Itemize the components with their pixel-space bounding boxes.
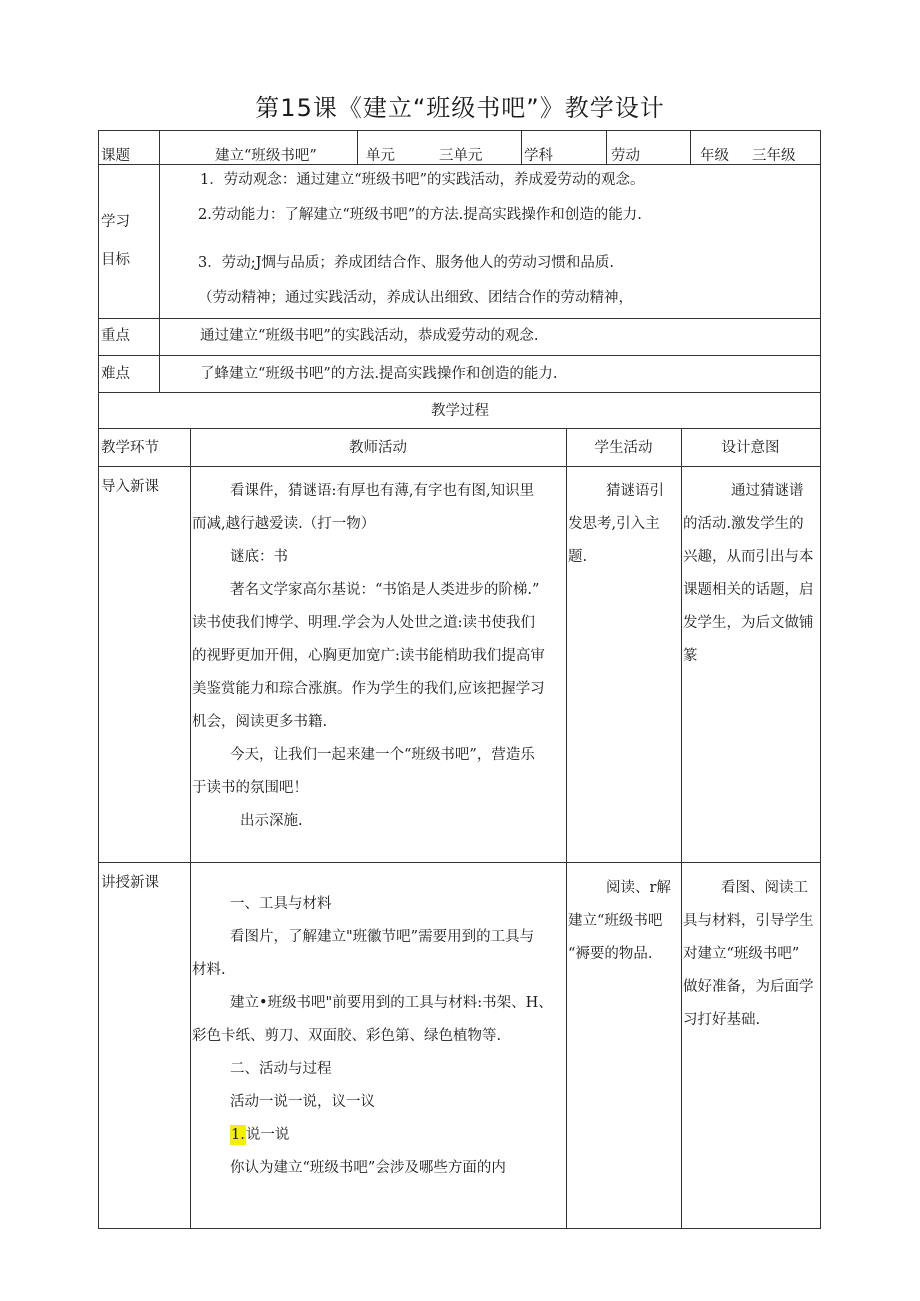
unit-label: 单元 xyxy=(366,148,395,164)
column-header: 教师活动 xyxy=(349,440,407,456)
text-line: 的活动.激发学生的 xyxy=(683,516,804,532)
text-line: “褥要的物品. xyxy=(568,946,653,962)
table-rule xyxy=(98,130,99,1228)
text-line: 谜底：书 xyxy=(230,549,288,565)
process-heading: 教学过程 xyxy=(431,403,489,419)
table-rule xyxy=(190,428,191,1228)
page-title: 第15课《建立“班级书吧”》教学设计 xyxy=(255,94,665,122)
column-header: 学生活动 xyxy=(594,440,653,456)
table-rule xyxy=(98,392,821,393)
text-line: 发学生，为后文做铺 xyxy=(683,615,814,631)
text-line: 机会，阅读更多书籍. xyxy=(192,714,328,730)
objective-item: （劳动精神；通过实践活动，养成认出细致、团结合作的劳动精神， xyxy=(198,290,633,306)
teacher-activity xyxy=(192,888,553,1185)
column-header: 设计意图 xyxy=(721,440,780,456)
text-line xyxy=(192,1119,553,1152)
text-line: 对建立“班级书吧” xyxy=(683,946,800,962)
text-line: 著名文学家高尔基说：“书馅是人类进步的阶梯.” xyxy=(230,582,540,598)
table-rule xyxy=(820,130,821,1228)
design-intent xyxy=(683,475,814,673)
table-rule xyxy=(98,355,821,356)
lesson-value: 建立“班级书吧” xyxy=(215,148,317,164)
text-line: 发思考,引入主 xyxy=(568,516,660,532)
text-line: 二、活动与过程 xyxy=(230,1061,332,1077)
table-rule xyxy=(357,130,358,164)
text-line: 活动一说一说，议一议 xyxy=(230,1094,375,1110)
text-line: 篆 xyxy=(683,648,698,664)
highlighted-number: 1. xyxy=(231,1127,245,1143)
column-header: 教学环节 xyxy=(101,440,159,456)
table-rule xyxy=(159,130,160,392)
text-line: 美鉴赏能力和琮合涨旗。作为学生的我们,应该把握学习 xyxy=(192,681,545,697)
grade-label: 年级 xyxy=(700,148,729,164)
text-line: 你认为建立“班级书吧”会涉及哪些方面的内 xyxy=(230,1160,506,1176)
table-rule xyxy=(98,318,821,319)
stage-label: 导入新课 xyxy=(101,479,159,495)
text-line: 看课件，猜谜语:有厚也有薄,有字也有图,知识里 xyxy=(230,483,535,499)
key-point-label: 重点 xyxy=(101,328,130,344)
objective-item: 1．劳动观念：通过建立“班级书吧”的实践活动，养成爱劳动的观念。 xyxy=(200,172,645,188)
unit-value: 三单元 xyxy=(439,148,483,164)
table-rule xyxy=(566,428,567,1228)
design-intent xyxy=(683,872,814,1037)
lesson-label: 课题 xyxy=(101,148,130,164)
text-line: 阅读、r解 xyxy=(606,880,671,896)
text-line: 题. xyxy=(568,549,588,565)
text-line: 建立•班级书吧"前要用到的工具与材料:书架、H、 xyxy=(230,995,553,1011)
text-line: 猜谜语引 xyxy=(606,483,664,499)
objective-item: 2.劳动能力：了解建立“班级书吧”的方法.提高实践操作和创造的能力. xyxy=(198,207,642,223)
key-point-text: 通过建立“班级书吧”的实践活动，恭成爱劳动的观念. xyxy=(200,328,539,344)
text-line: 于读书的氛围吧！ xyxy=(192,780,308,796)
text-line: 做好准备，为后面学 xyxy=(683,979,814,995)
text-line: 彩色卡纸、剪刀、双面胶、彩色第、绿色植物等. xyxy=(192,1028,502,1044)
text-line: 通过猜谜谱 xyxy=(731,483,804,499)
difficulty-label: 难点 xyxy=(101,366,130,382)
table-rule xyxy=(98,1228,821,1229)
table-rule xyxy=(98,428,821,429)
student-activity xyxy=(568,872,671,971)
text-line: 一、工具与材料 xyxy=(230,896,332,912)
text-line: 而减,越行越爱读.（打一物） xyxy=(192,516,376,532)
table-rule xyxy=(98,130,821,131)
table-rule xyxy=(606,130,607,164)
text-line: 出示深施. xyxy=(240,813,303,829)
text-line: 兴趣，从而引出与本 xyxy=(683,549,814,565)
text-line: 今天，让我们一起来建一个“班级书吧”，营造乐 xyxy=(230,747,535,763)
text-line: 课题相关的话题，启 xyxy=(683,582,814,598)
teacher-activity xyxy=(192,475,545,838)
objectives-label: 学习 xyxy=(101,214,130,230)
table-rule xyxy=(98,466,821,467)
table-rule xyxy=(681,428,682,1228)
text-line: 的视野更加开佣，心胸更加宽广:读书能梢助我们提高审 xyxy=(192,648,545,664)
student-activity xyxy=(568,475,664,574)
grade-value: 三年级 xyxy=(752,148,796,164)
text-line: 读书使我们博学、明理.学会为人处世之道:读书使我们 xyxy=(192,615,535,631)
text-line: 建立“班级书吧 xyxy=(568,913,663,929)
text-line: 具与材料，引导学生 xyxy=(683,913,814,929)
text-segment: 说一说 xyxy=(245,1127,290,1143)
subject-label: 学科 xyxy=(524,148,553,164)
objective-item: 3．劳动;J惆与品质；养成团结合作、服务他人的劳动习惯和品质. xyxy=(198,255,615,271)
table-rule xyxy=(98,862,821,863)
text-line: 习打好基础. xyxy=(683,1012,761,1028)
stage-label: 讲授新课 xyxy=(101,875,159,891)
table-rule xyxy=(690,130,691,164)
difficulty-text: 了蜂建立“班级书吧”的方法.提高实践操作和创造的能力. xyxy=(200,366,558,382)
objectives-label: 目标 xyxy=(101,252,130,268)
text-line: 看图、阅读工 xyxy=(721,880,808,896)
table-rule xyxy=(521,130,522,164)
text-line: 看图片，了解建立"班徽节吧”需要用到的工具与 xyxy=(230,929,535,945)
subject-value: 劳动 xyxy=(611,148,640,164)
text-line: 材料. xyxy=(192,962,226,978)
